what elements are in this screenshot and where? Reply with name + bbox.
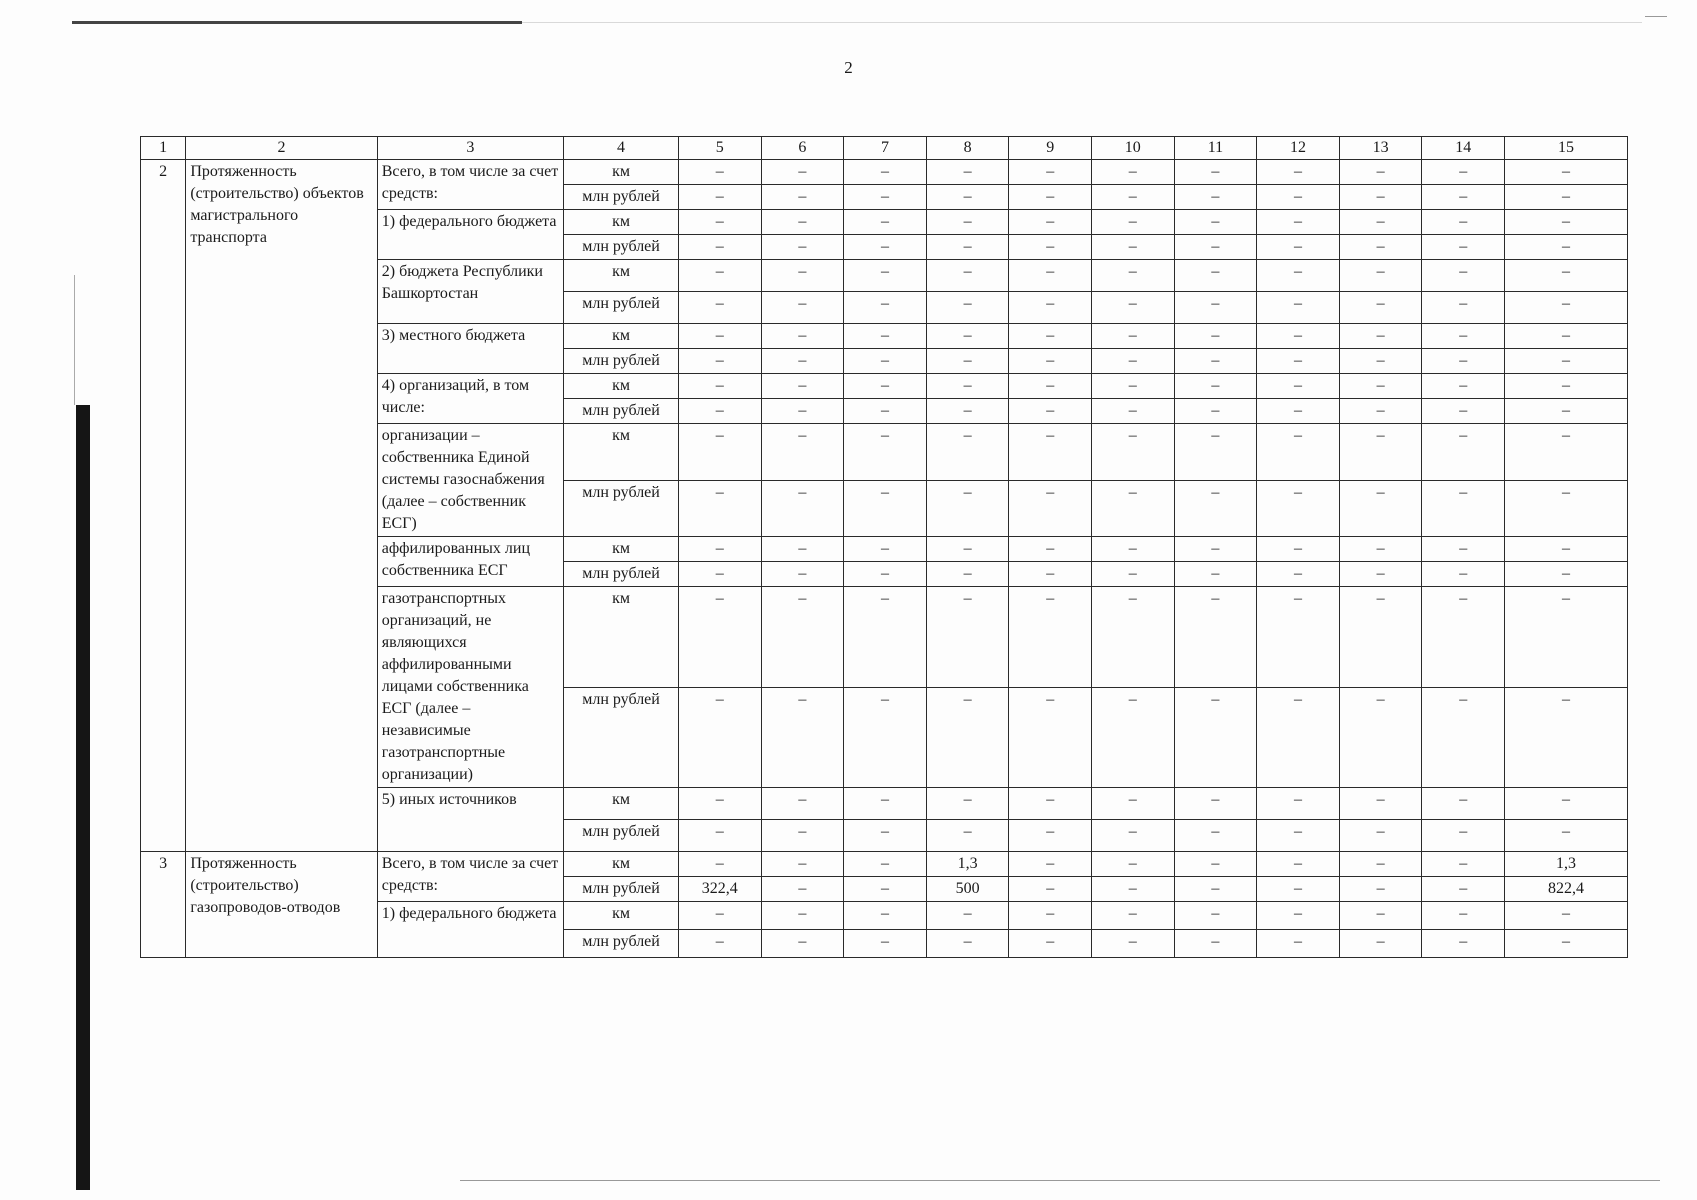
value-cell: – [1009, 349, 1092, 374]
value-cell: – [1174, 424, 1257, 481]
value-cell: – [1257, 292, 1340, 324]
value-cell: – [1505, 480, 1628, 537]
value-cell: – [926, 537, 1009, 562]
value-cell: – [761, 902, 844, 930]
value-cell: – [761, 324, 844, 349]
unit-cell: км [564, 788, 679, 820]
value-cell: – [1422, 480, 1505, 537]
value-cell: – [1505, 349, 1628, 374]
value-cell: – [844, 852, 927, 877]
value-cell: – [844, 260, 927, 292]
value-cell: – [1174, 820, 1257, 852]
header-cell: 4 [564, 137, 679, 160]
value-cell: – [678, 480, 761, 537]
value-cell: – [761, 562, 844, 587]
value-cell: – [761, 820, 844, 852]
value-cell: 822,4 [1505, 877, 1628, 902]
header-cell: 9 [1009, 137, 1092, 160]
value-cell: – [844, 587, 927, 688]
unit-cell: км [564, 260, 679, 292]
value-cell: – [1257, 562, 1340, 587]
value-cell: – [1009, 820, 1092, 852]
value-cell: – [1009, 235, 1092, 260]
value-cell: – [1174, 788, 1257, 820]
value-cell: – [678, 537, 761, 562]
value-cell: – [1339, 260, 1422, 292]
table-row [141, 852, 1628, 877]
value-cell: – [1339, 185, 1422, 210]
value-cell: – [844, 399, 927, 424]
value-cell: – [1174, 210, 1257, 235]
value-cell: – [1422, 260, 1505, 292]
unit-cell: млн рублей [564, 877, 679, 902]
funding-source: 1) федерального бюджета [377, 210, 563, 260]
value-cell: – [761, 480, 844, 537]
funding-source: Всего, в том числе за счет средств: [377, 160, 563, 210]
value-cell: – [1257, 480, 1340, 537]
value-cell: – [1174, 562, 1257, 587]
header-cell: 6 [761, 137, 844, 160]
unit-cell: млн рублей [564, 292, 679, 324]
value-cell: – [678, 185, 761, 210]
value-cell: – [678, 687, 761, 788]
header-cell: 10 [1092, 137, 1175, 160]
value-cell: – [761, 185, 844, 210]
value-cell: – [1339, 820, 1422, 852]
unit-cell: млн рублей [564, 235, 679, 260]
value-cell: – [1257, 399, 1340, 424]
value-cell: – [1257, 160, 1340, 185]
value-cell: – [1505, 902, 1628, 930]
value-cell: – [1422, 324, 1505, 349]
value-cell: – [761, 210, 844, 235]
value-cell: – [926, 820, 1009, 852]
value-cell: – [1339, 292, 1422, 324]
value-cell: – [1174, 160, 1257, 185]
funding-source: 2) бюджета Республики Башкортостан [377, 260, 563, 324]
unit-cell: млн рублей [564, 399, 679, 424]
unit-cell: км [564, 324, 679, 349]
unit-cell: млн рублей [564, 480, 679, 537]
value-cell: – [1339, 852, 1422, 877]
value-cell: – [678, 210, 761, 235]
value-cell: – [926, 185, 1009, 210]
value-cell: – [1174, 587, 1257, 688]
value-cell: – [678, 374, 761, 399]
header-cell: 15 [1505, 137, 1628, 160]
unit-cell: км [564, 587, 679, 688]
value-cell: – [926, 292, 1009, 324]
value-cell: – [1339, 877, 1422, 902]
value-cell: – [926, 374, 1009, 399]
header-cell: 14 [1422, 137, 1505, 160]
value-cell: – [1092, 562, 1175, 587]
header-row [141, 137, 1628, 160]
value-cell: – [1422, 349, 1505, 374]
value-cell: – [1092, 185, 1175, 210]
table-row [141, 160, 1628, 185]
value-cell: – [1174, 537, 1257, 562]
value-cell: – [678, 324, 761, 349]
value-cell: – [761, 852, 844, 877]
unit-cell: млн рублей [564, 930, 679, 958]
value-cell: – [1174, 877, 1257, 902]
header-cell: 5 [678, 137, 761, 160]
value-cell: – [1092, 424, 1175, 481]
value-cell: – [1257, 587, 1340, 688]
value-cell: – [1422, 852, 1505, 877]
value-cell: – [926, 587, 1009, 688]
funding-source: Всего, в том числе за счет средств: [377, 852, 563, 902]
value-cell: – [1339, 788, 1422, 820]
value-cell: – [844, 424, 927, 481]
value-cell: – [678, 292, 761, 324]
value-cell: – [926, 324, 1009, 349]
value-cell: – [844, 349, 927, 374]
value-cell: – [1505, 537, 1628, 562]
value-cell: – [1009, 562, 1092, 587]
value-cell: – [1009, 424, 1092, 481]
value-cell: – [1505, 930, 1628, 958]
unit-cell: млн рублей [564, 185, 679, 210]
unit-cell: км [564, 424, 679, 481]
value-cell: – [1009, 185, 1092, 210]
value-cell: – [1257, 930, 1340, 958]
value-cell: – [1092, 235, 1175, 260]
row-number: 2 [141, 160, 186, 852]
value-cell: – [844, 160, 927, 185]
unit-cell: км [564, 160, 679, 185]
unit-cell: км [564, 537, 679, 562]
value-cell: – [1422, 235, 1505, 260]
value-cell: – [678, 260, 761, 292]
value-cell: – [1009, 537, 1092, 562]
value-cell: – [926, 160, 1009, 185]
value-cell: – [1422, 160, 1505, 185]
value-cell: – [678, 424, 761, 481]
value-cell: – [1505, 562, 1628, 587]
value-cell: – [1092, 788, 1175, 820]
value-cell: – [844, 374, 927, 399]
value-cell: – [1257, 185, 1340, 210]
value-cell: – [1339, 235, 1422, 260]
value-cell: – [678, 235, 761, 260]
header-cell: 3 [377, 137, 563, 160]
value-cell: – [1092, 292, 1175, 324]
unit-cell: км [564, 852, 679, 877]
page-number: 2 [844, 58, 853, 77]
value-cell: – [1009, 902, 1092, 930]
value-cell: – [1339, 324, 1422, 349]
funding-source: 3) местного бюджета [377, 324, 563, 374]
value-cell: – [1422, 374, 1505, 399]
value-cell: – [1422, 820, 1505, 852]
value-cell: – [1009, 260, 1092, 292]
value-cell: – [1009, 877, 1092, 902]
value-cell: – [926, 562, 1009, 587]
value-cell: – [1339, 210, 1422, 235]
value-cell: – [1505, 788, 1628, 820]
value-cell: – [761, 930, 844, 958]
value-cell: – [1257, 235, 1340, 260]
value-cell: – [1092, 324, 1175, 349]
value-cell: – [761, 235, 844, 260]
value-cell: – [844, 210, 927, 235]
value-cell: – [1174, 349, 1257, 374]
value-cell: – [1257, 788, 1340, 820]
value-cell: – [1092, 852, 1175, 877]
value-cell: – [1339, 160, 1422, 185]
value-cell: – [1339, 374, 1422, 399]
value-cell: – [1505, 374, 1628, 399]
unit-cell: км [564, 210, 679, 235]
value-cell: – [1174, 930, 1257, 958]
value-cell: – [1339, 902, 1422, 930]
value-cell: – [1422, 930, 1505, 958]
value-cell: – [844, 562, 927, 587]
unit-cell: км [564, 902, 679, 930]
value-cell: 322,4 [678, 877, 761, 902]
value-cell: – [1009, 292, 1092, 324]
value-cell: – [1257, 324, 1340, 349]
value-cell: – [678, 399, 761, 424]
value-cell: – [1505, 687, 1628, 788]
unit-cell: млн рублей [564, 687, 679, 788]
value-cell: – [1257, 424, 1340, 481]
value-cell: – [1257, 374, 1340, 399]
value-cell: – [678, 852, 761, 877]
value-cell: – [678, 587, 761, 688]
value-cell: – [1339, 537, 1422, 562]
funding-source: газотранспортных организаций, не являющихся аффилированными лицами собственника ЕСГ (далее – независимые газотранспортные организации) [377, 587, 563, 788]
value-cell: – [761, 537, 844, 562]
header-cell: 8 [926, 137, 1009, 160]
value-cell: – [1257, 349, 1340, 374]
value-cell: – [1422, 424, 1505, 481]
value-cell: – [1422, 877, 1505, 902]
value-cell: – [844, 480, 927, 537]
value-cell: – [1422, 902, 1505, 930]
value-cell: – [1339, 587, 1422, 688]
value-cell: – [844, 324, 927, 349]
value-cell: – [1174, 260, 1257, 292]
value-cell: – [844, 877, 927, 902]
unit-cell: млн рублей [564, 820, 679, 852]
value-cell: – [761, 374, 844, 399]
value-cell: – [1009, 788, 1092, 820]
value-cell: – [1505, 210, 1628, 235]
value-cell: – [1422, 587, 1505, 688]
value-cell: – [1174, 235, 1257, 260]
value-cell: – [844, 902, 927, 930]
unit-cell: млн рублей [564, 562, 679, 587]
value-cell: – [1422, 292, 1505, 324]
value-cell: – [1174, 374, 1257, 399]
value-cell: – [1009, 480, 1092, 537]
value-cell: – [926, 260, 1009, 292]
value-cell: – [1092, 687, 1175, 788]
value-cell: – [926, 210, 1009, 235]
value-cell: – [1505, 185, 1628, 210]
value-cell: – [1422, 537, 1505, 562]
value-cell: – [1174, 852, 1257, 877]
value-cell: – [1092, 210, 1175, 235]
value-cell: – [678, 349, 761, 374]
header-cell: 7 [844, 137, 927, 160]
value-cell: – [844, 687, 927, 788]
value-cell: – [1009, 587, 1092, 688]
header-cell: 1 [141, 137, 186, 160]
data-table [140, 136, 1628, 958]
value-cell: – [1092, 877, 1175, 902]
value-cell: – [1505, 235, 1628, 260]
value-cell: – [844, 537, 927, 562]
funding-source: организации – собственника Единой системы газоснабжения (далее – собственник ЕСГ) [377, 424, 563, 537]
funding-source: 5) иных источников [377, 788, 563, 852]
value-cell: – [1422, 399, 1505, 424]
value-cell: – [1422, 562, 1505, 587]
funding-source: аффилированных лиц собственника ЕСГ [377, 537, 563, 587]
value-cell: – [1174, 185, 1257, 210]
value-cell: – [926, 235, 1009, 260]
value-cell: – [1257, 537, 1340, 562]
value-cell: – [678, 788, 761, 820]
value-cell: – [926, 788, 1009, 820]
row-number: 3 [141, 852, 186, 958]
value-cell: – [1092, 399, 1175, 424]
value-cell: – [1092, 930, 1175, 958]
header-cell: 11 [1174, 137, 1257, 160]
value-cell: – [761, 399, 844, 424]
value-cell: – [926, 480, 1009, 537]
value-cell: – [1092, 587, 1175, 688]
value-cell: – [761, 587, 844, 688]
value-cell: 1,3 [926, 852, 1009, 877]
value-cell: – [678, 562, 761, 587]
value-cell: – [1092, 820, 1175, 852]
value-cell: – [1505, 424, 1628, 481]
value-cell: – [1092, 480, 1175, 537]
value-cell: – [1009, 324, 1092, 349]
value-cell: – [1092, 537, 1175, 562]
value-cell: – [1257, 260, 1340, 292]
value-cell: – [1505, 292, 1628, 324]
value-cell: – [926, 399, 1009, 424]
value-cell: – [1174, 399, 1257, 424]
value-cell: – [1174, 902, 1257, 930]
value-cell: – [844, 235, 927, 260]
indicator-name: Протяженность (строительство) газопроводов-отводов [186, 852, 377, 958]
value-cell: – [926, 902, 1009, 930]
value-cell: – [1009, 160, 1092, 185]
value-cell: – [761, 349, 844, 374]
value-cell: – [1257, 902, 1340, 930]
header-cell: 12 [1257, 137, 1340, 160]
header-cell: 2 [186, 137, 377, 160]
value-cell: – [1257, 210, 1340, 235]
value-cell: – [761, 292, 844, 324]
indicator-name: Протяженность (строительство) объектов магистрального транспорта [186, 160, 377, 852]
value-cell: – [844, 185, 927, 210]
value-cell: – [1009, 374, 1092, 399]
value-cell: – [1505, 399, 1628, 424]
funding-source: 1) федерального бюджета [377, 902, 563, 958]
value-cell: – [1092, 902, 1175, 930]
value-cell: – [1009, 210, 1092, 235]
value-cell: – [1339, 349, 1422, 374]
value-cell: – [1174, 687, 1257, 788]
value-cell: – [926, 349, 1009, 374]
value-cell: – [1092, 349, 1175, 374]
value-cell: – [678, 930, 761, 958]
value-cell: – [1174, 480, 1257, 537]
value-cell: 500 [926, 877, 1009, 902]
header-cell: 13 [1339, 137, 1422, 160]
value-cell: – [1422, 687, 1505, 788]
value-cell: – [926, 424, 1009, 481]
value-cell: – [844, 930, 927, 958]
value-cell: – [761, 877, 844, 902]
value-cell: – [1257, 852, 1340, 877]
value-cell: – [1092, 260, 1175, 292]
value-cell: – [1257, 877, 1340, 902]
value-cell: – [761, 687, 844, 788]
value-cell: – [844, 820, 927, 852]
value-cell: – [1339, 930, 1422, 958]
unit-cell: км [564, 374, 679, 399]
value-cell: – [761, 260, 844, 292]
value-cell: – [678, 820, 761, 852]
value-cell: – [1505, 260, 1628, 292]
value-cell: – [1174, 324, 1257, 349]
value-cell: – [1422, 788, 1505, 820]
value-cell: – [844, 788, 927, 820]
value-cell: – [1257, 820, 1340, 852]
value-cell: – [1257, 687, 1340, 788]
value-cell: – [678, 160, 761, 185]
value-cell: – [1422, 185, 1505, 210]
value-cell: – [1505, 820, 1628, 852]
value-cell: – [1422, 210, 1505, 235]
value-cell: – [926, 930, 1009, 958]
value-cell: – [761, 160, 844, 185]
value-cell: – [1339, 424, 1422, 481]
value-cell: – [1339, 562, 1422, 587]
value-cell: – [1505, 587, 1628, 688]
value-cell: – [1092, 160, 1175, 185]
unit-cell: млн рублей [564, 349, 679, 374]
value-cell: – [1505, 324, 1628, 349]
value-cell: – [761, 788, 844, 820]
value-cell: – [1009, 852, 1092, 877]
value-cell: – [761, 424, 844, 481]
value-cell: – [1092, 374, 1175, 399]
value-cell: – [1505, 160, 1628, 185]
value-cell: – [1339, 399, 1422, 424]
value-cell: – [678, 902, 761, 930]
value-cell: – [1009, 687, 1092, 788]
value-cell: – [1009, 399, 1092, 424]
value-cell: – [926, 687, 1009, 788]
value-cell: – [844, 292, 927, 324]
value-cell: – [1009, 930, 1092, 958]
value-cell: 1,3 [1505, 852, 1628, 877]
funding-source: 4) организаций, в том числе: [377, 374, 563, 424]
value-cell: – [1339, 687, 1422, 788]
value-cell: – [1174, 292, 1257, 324]
value-cell: – [1339, 480, 1422, 537]
